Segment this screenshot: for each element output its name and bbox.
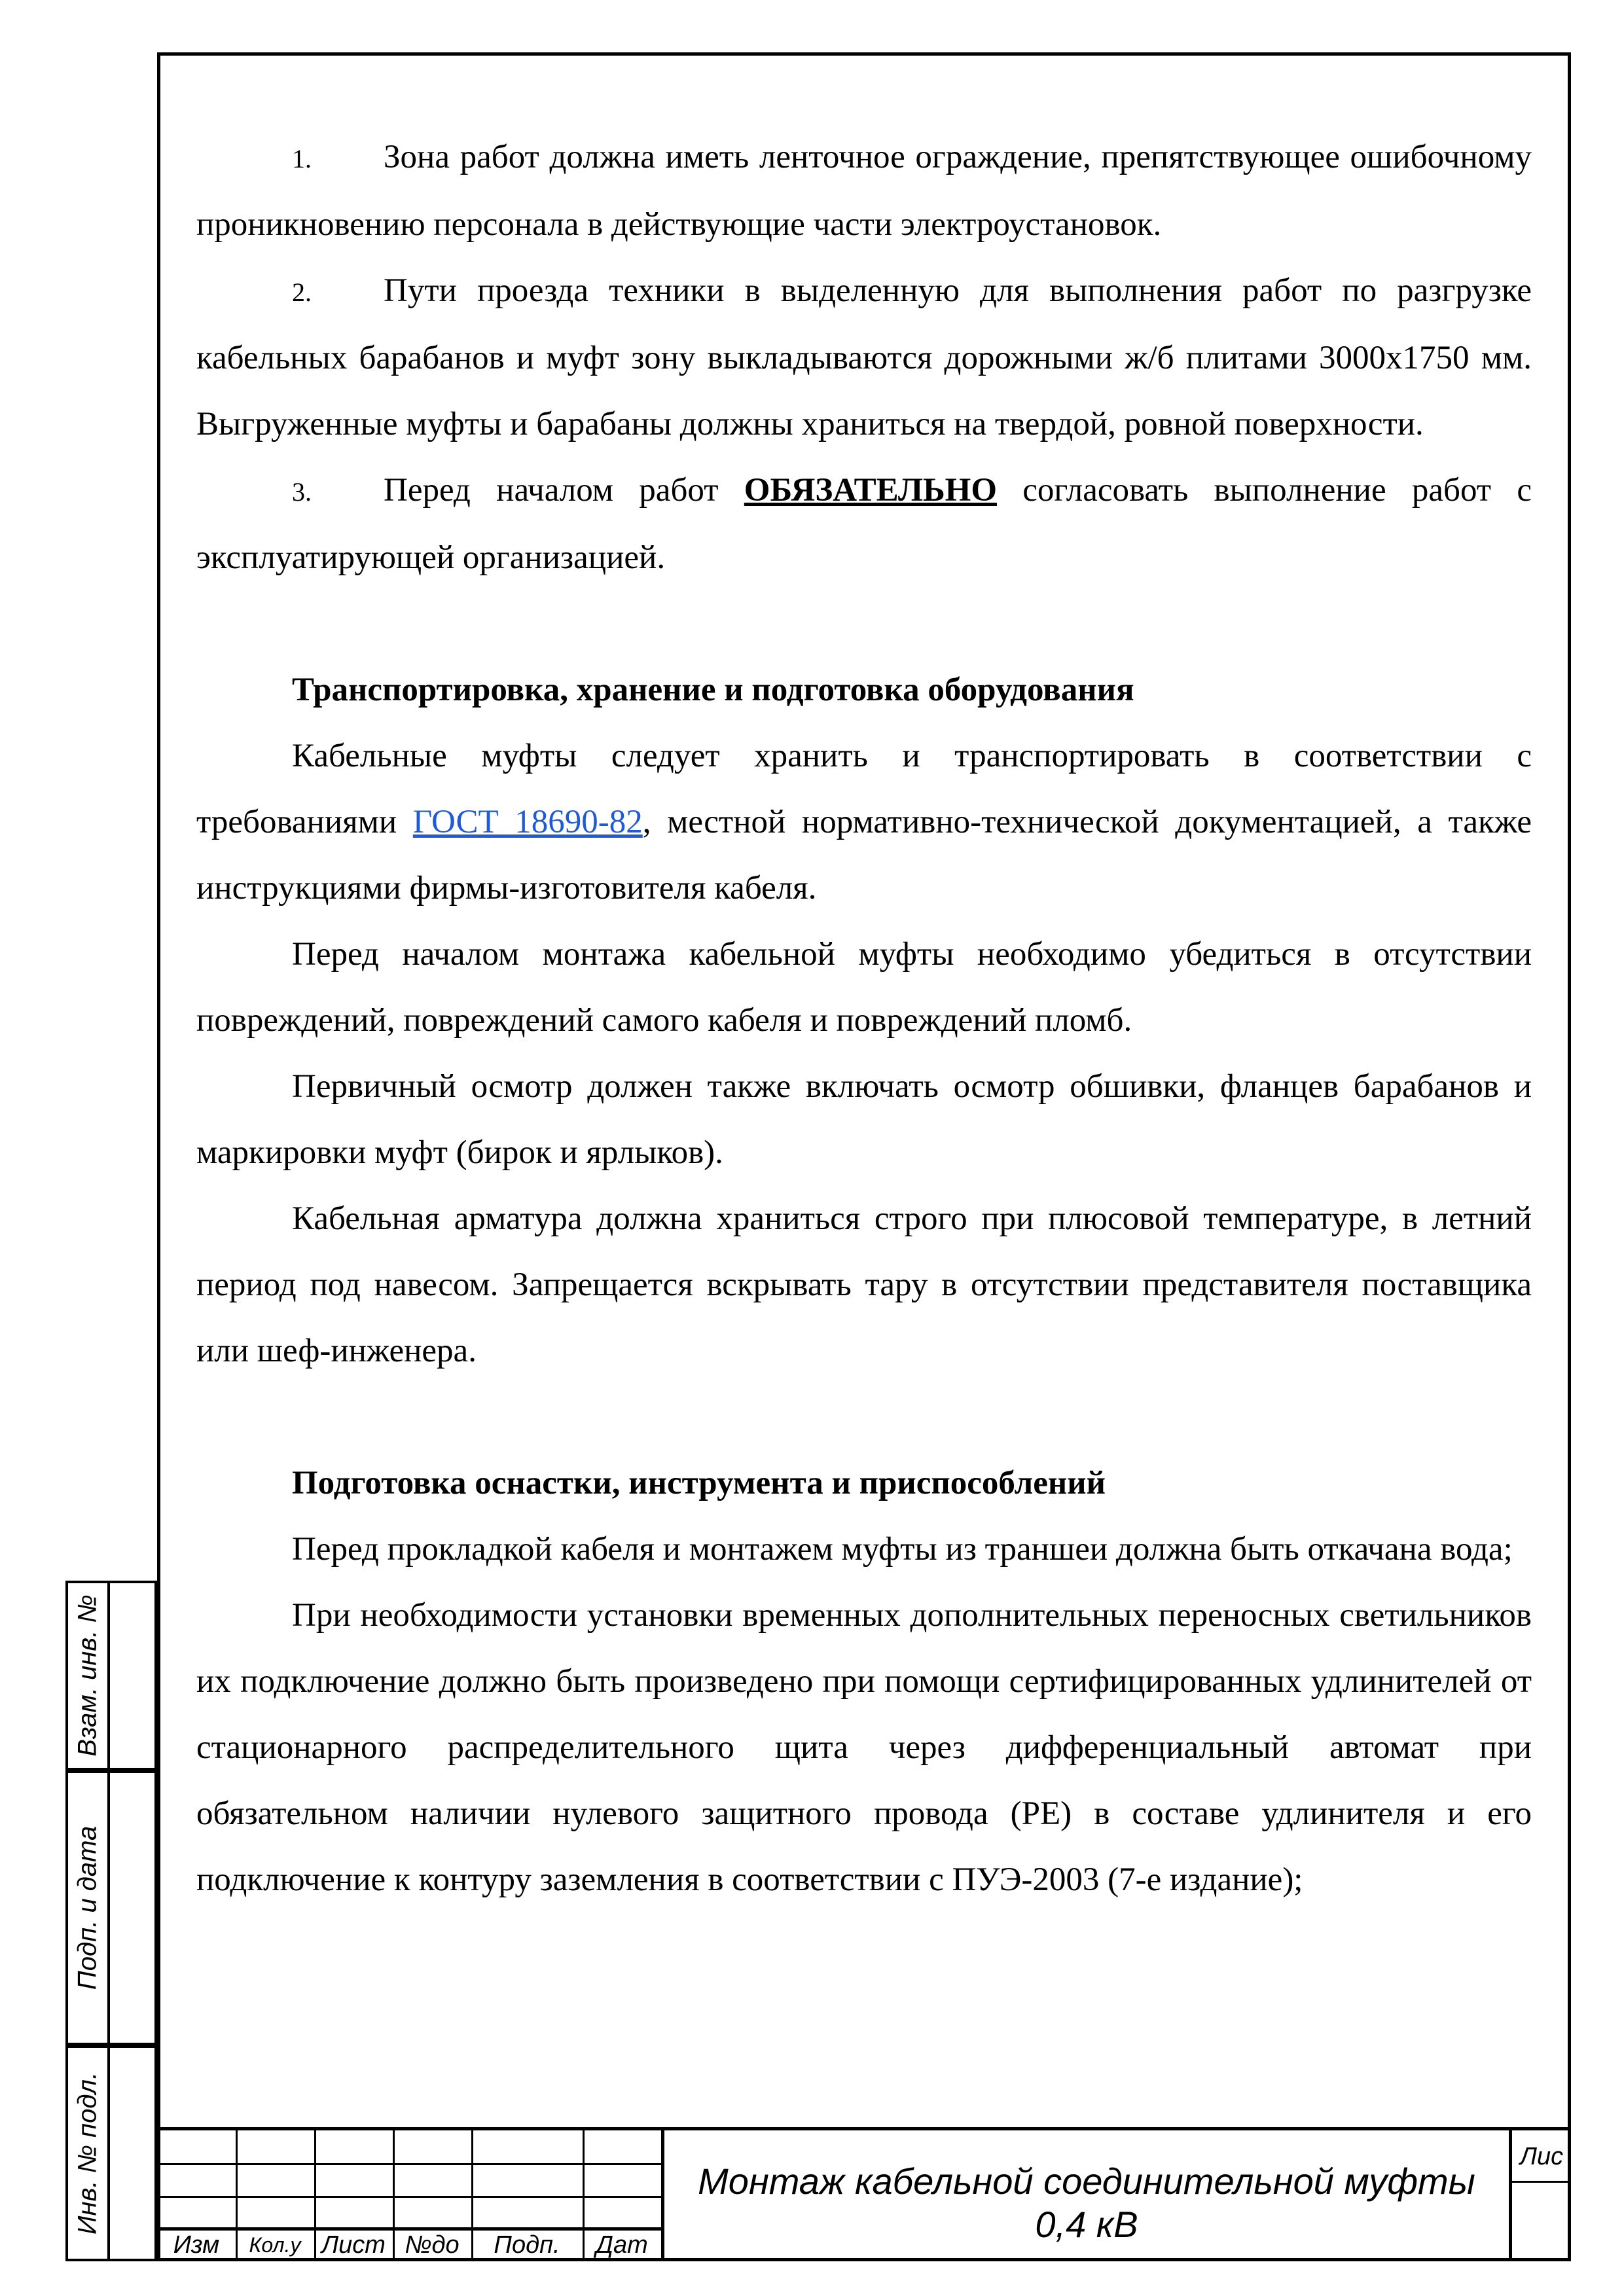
list-text-after: согласовать выполнение работ с эксплуатирующей организацией.	[196, 472, 1532, 576]
title-block	[157, 2127, 1571, 2261]
col-change: Изм	[173, 2231, 220, 2259]
document-title-line-1: Монтаж кабельной соединительной муфты	[698, 2161, 1475, 2202]
side-label-original-inv: Инв. № подл.	[73, 2072, 102, 2235]
side-label-replacement-inv: Взам. инв. №	[73, 1594, 102, 1757]
list-text: Пути проезда техники в выделенную для выполнения работ по разгрузке кабельных барабанов и муфт зону выкладываются дорожными ж/б плитами 3000х1750 мм. Выгруженные муфты и барабаны должны храниться на твердой, ровной поверхности.	[196, 272, 1532, 442]
side-stamp-replacement	[65, 1581, 157, 1770]
list-text-before: Перед началом работ	[384, 472, 719, 509]
emphasis-mandatory: ОБЯЗАТЕЛЬНО	[744, 472, 998, 509]
list-item	[196, 258, 1532, 457]
paragraph: При необходимости установки временных дополнительных переносных светильников их подключение должно быть произведено при помощи сертифицированных удлинителей от стационарного распределительного щита через дифференциальный автомат при обязательном наличии нулевого защитного провода (РЕ) в составе удлинителя и его подключение к контуру заземления в соответствии с ПУЭ-2003 (7-е издание);	[196, 1597, 1532, 1898]
paragraph: Кабельные муфты следует хранить и транспортировать в соответствии с требованиями ГОСТ 18690-82, местной нормативно-технической документацией, а также инструкциями фирмы-изготовителя кабеля.	[196, 738, 1532, 906]
col-date: Дат	[596, 2231, 648, 2259]
list-text: Зона работ должна иметь ленточное ограждение, препятствующее ошибочному проникновению персонала в действующие части электроустановок.	[196, 139, 1532, 243]
list-item	[196, 457, 1532, 591]
document-title-line-2: 0,4 кВ	[1035, 2204, 1138, 2245]
side-label-signature-date: Подп. и дата	[73, 1825, 102, 1990]
sheet-number-cell	[1512, 2130, 1571, 2261]
col-sheet: Лист	[321, 2231, 386, 2259]
list-number: 2.	[292, 278, 312, 307]
paragraph: Перед началом монтажа кабельной муфты необходимо убедиться в отсутствии повреждений, повреждений самого кабеля и повреждений пломб.	[196, 936, 1532, 1039]
paragraph: Перед прокладкой кабеля и монтажем муфты из траншеи должна быть откачана вода;	[292, 1531, 1513, 1568]
section-heading-transport: Транспортировка, хранение и подготовка оборудования	[292, 672, 1134, 708]
paragraph: Первичный осмотр должен также включать осмотр обшивки, фланцев барабанов и маркировки муфт (бирок и ярлыков).	[196, 1068, 1532, 1171]
paragraph: Кабельная арматура должна храниться строго при плюсовой температуре, в летний период под навесом. Запрещается вскрывать тару в отсутствии представителя поставщика или шеф-инженера.	[196, 1200, 1532, 1369]
col-count: Кол.у	[249, 2233, 301, 2257]
col-signature: Подп.	[494, 2231, 560, 2259]
list-number: 3.	[292, 477, 312, 507]
side-stamp-signature-date	[65, 1770, 157, 2045]
gost-link[interactable]: ГОСТ 18690-82	[412, 804, 643, 840]
sheet-label: Лис	[1512, 2130, 1571, 2183]
document-title	[661, 2130, 1512, 2261]
col-doc-number: №до	[405, 2231, 460, 2259]
side-stamp-original-inv	[65, 2045, 157, 2261]
section-heading-tools: Подготовка оснастки, инструмента и приспособлений	[292, 1465, 1106, 1501]
list-item	[196, 124, 1532, 258]
title-block-grid	[157, 2130, 661, 2261]
list-number: 1.	[292, 144, 312, 173]
document-body	[196, 124, 1532, 1913]
